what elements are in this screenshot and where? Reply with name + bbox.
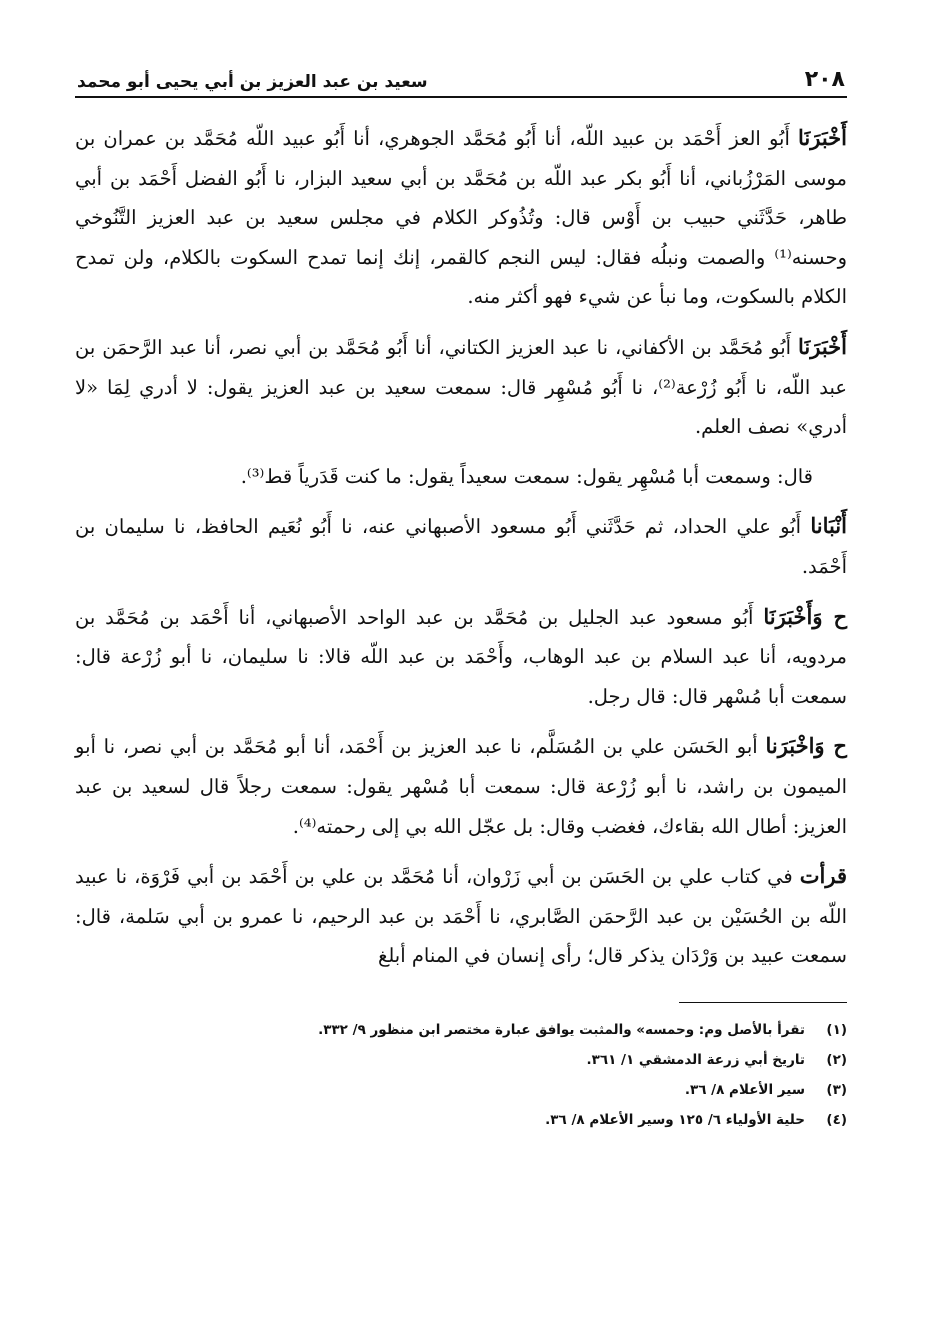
body-text xyxy=(75,118,847,976)
paragraph-text: أَبُو علي الحداد، ثم حَدَّثَني أَبُو مسعود الأصبهاني عنه، نا أَبُو نُعَيم الحافظ، نا سليمان بن أَحْمَد. xyxy=(75,515,847,578)
paragraph-lead: أَنْبَانا xyxy=(810,513,847,539)
paragraph-text: أَبُو مُحَمَّد بن الأكفاني، نا عبد العزيز الكتاني، أنا أَبُو مُحَمَّد بن أبي نصر، أنا عبد الرَّحمَن بن عبد اللّه، نا أَبُو زُرْعة⁽²⁾، نا أَبُو مُسْهِر قال: سمعت سعيد بن عبد العزيز يقول: لا أدري لِمَا «لا أدري» نصف العلم. xyxy=(75,335,847,439)
footnote-number: (١) xyxy=(826,1021,847,1038)
paragraph-lead: أَخْبَرَنَا xyxy=(798,125,847,150)
book-page xyxy=(75,62,847,1302)
paragraph xyxy=(75,457,847,497)
footnotes xyxy=(75,1015,847,1135)
paragraph-text: قال: وسمعت أبا مُسْهِر يقول: سمعت سعيداً يقول: ما كنت قَدَرياً قط⁽³⁾. xyxy=(240,464,813,488)
paragraph-lead: ح وَاخْبَرَنا xyxy=(765,733,847,759)
footnote-text: حلية الأولياء ٦/ ١٢٥ وسير الأعلام ٨/ ٣٦. xyxy=(545,1111,805,1128)
footnote-text: تقرأ بالأصل وم: وحمسه» والمثبت يوافق عبارة مختصر ابن منظور ٩/ ٣٣٢. xyxy=(318,1021,805,1038)
footnote-number: (٣) xyxy=(826,1081,847,1098)
running-head xyxy=(75,62,847,98)
paragraph-lead: ح وَأَخْبَرَنَا xyxy=(763,603,847,629)
footnote xyxy=(75,1015,847,1045)
paragraph-text: أبو الحَسَن علي بن المُسَلَّم، نا عبد العزيز بن أَحْمَد، أنا أبو مُحَمَّد بن أبي نصر، نا أبو الميمون بن راشد، نا أبو زُرْعة قال: سمعت أبا مُسْهر يقول: سمعت رجلاً قال لسعيد بن عبد العزيز: أطال الله بقاءك، فغضب وقال: بل عجّل الله بي إلى رحمته⁽⁴⁾. xyxy=(75,735,847,838)
paragraph xyxy=(75,327,847,447)
paragraph xyxy=(75,726,847,846)
running-title: سعيد بن عبد العزيز بن أبي يحيى أبو محمد xyxy=(77,72,428,92)
footnote-text: تاريخ أبي زرعة الدمشقي ١/ ٣٦١. xyxy=(586,1051,805,1068)
footnote-text: سير الأعلام ٨/ ٣٦. xyxy=(684,1081,805,1098)
footnote xyxy=(75,1075,847,1105)
footnote-number: (٤) xyxy=(826,1111,847,1128)
footnote-divider xyxy=(679,1002,847,1003)
footnote xyxy=(75,1105,847,1135)
paragraph xyxy=(75,597,847,717)
paragraph xyxy=(75,856,847,976)
paragraph-text: في كتاب علي بن الحَسَن بن أبي زَرْوان، أنا مُحَمَّد بن علي بن أَحْمَد بن أبي فَرْوَة، نا عبيد اللّه بن الحُسَيْن بن عبد الرَّحمَن الصَّابري، نا أَحْمَد بن عبد الرحيم، نا عمرو بن أبي سَلمة، قال: سمعت عبيد بن وَرْدَان يذكر قال؛ رأى إنسان في المنام أبلغ xyxy=(75,865,847,968)
paragraph xyxy=(75,118,847,317)
footnote xyxy=(75,1045,847,1075)
paragraph-text: أَبُو مسعود عبد الجليل بن مُحَمَّد بن عبد الواحد الأصبهاني، أنا أَحْمَد بن مُحَمَّد بن مردويه، أنا عبد السلام بن عبد الوهاب، وأَحْمَد بن عبد اللّه قالا: نا سليمان، نا أبو زُرْعة قال: سمعت أبا مُسْهر قال: قال رجل. xyxy=(75,605,847,708)
paragraph-lead: أَخْبَرَنَا xyxy=(798,333,847,359)
footnote-number: (٢) xyxy=(826,1051,847,1068)
paragraph-text: أَبُو العز أَحْمَد بن عبيد اللّه، أنا أَبُو مُحَمَّد الجوهري، أنا أَبُو عبيد اللّه مُحَمَّد بن عمران بن موسى المَرْزُباني، أنا أَبُو بكر عبد اللّه بن مُحَمَّد بن أبي سعيد البزار، نا أَبُو الفضل أَحْمَد بن أبي طاهر، حَدَّثَني حبيب بن أَوْس قال: وتُذُوكر الكلام في مجلس سعيد بن عبد العزيز التَّنُوخي وحسنه⁽¹⁾ والصمت ونبلُه فقال: ليس النجم كالقمر، إنك إنما تمدح السكوت بالكلام، ولن تمدح الكلام بالسكوت، وما نبأ عن شيء فهو أكثر منه. xyxy=(75,127,847,309)
page-number: ٢٠٨ xyxy=(804,67,845,92)
paragraph xyxy=(75,506,847,586)
paragraph-lead: قرأت xyxy=(799,863,847,889)
